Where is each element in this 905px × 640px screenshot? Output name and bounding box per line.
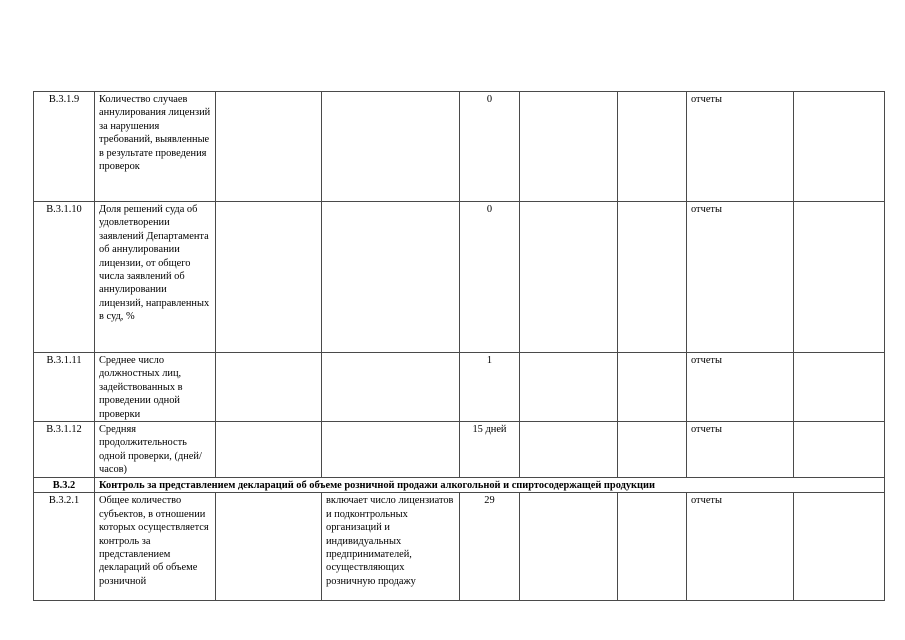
row-empty-cell [794,92,885,202]
row-empty-cell [216,202,322,353]
row-code: В.3.2.1 [34,493,95,601]
table-row [34,92,885,202]
row-empty-cell [618,202,687,353]
row-empty-cell [618,92,687,202]
row-value: 15 дней [460,422,520,478]
row-source: отчеты [687,92,794,202]
row-code: В.3.1.11 [34,353,95,422]
row-empty-cell [520,92,618,202]
row-code: В.3.1.9 [34,92,95,202]
table-row [34,353,885,422]
row-note [322,92,460,202]
row-indicator-name: Общее количество субъектов, в отношении которых осуществляется контроль за представлением деклараций об объеме розничной [95,493,216,601]
row-code: В.3.1.10 [34,202,95,353]
row-indicator-name: Количество случаев аннулирования лицензий за нарушения требований, выявленные в результате проведения проверок [95,92,216,202]
row-empty-cell [216,493,322,601]
row-empty-cell [794,422,885,478]
table-row [34,202,885,353]
row-empty-cell [618,422,687,478]
row-empty-cell [216,92,322,202]
table-row [34,493,885,601]
row-value: 1 [460,353,520,422]
row-note [322,202,460,353]
row-value: 29 [460,493,520,601]
row-source: отчеты [687,353,794,422]
row-empty-cell [520,422,618,478]
row-empty-cell [520,353,618,422]
row-empty-cell [794,353,885,422]
row-empty-cell [794,493,885,601]
section-title: Контроль за представлением деклараций об объеме розничной продажи алкогольной и спиртосодержащей продукции [95,478,885,493]
row-indicator-name: Среднее число должностных лиц, задействованных в проведении одной проверки [95,353,216,422]
row-indicator-name: Доля решений суда об удовлетворении заявлений Департамента об аннулировании лицензии, от общего числа заявлений об аннулировании лицензий, направленных в суд, % [95,202,216,353]
table-row [34,422,885,478]
row-empty-cell [618,493,687,601]
row-empty-cell [794,202,885,353]
row-value: 0 [460,92,520,202]
row-empty-cell [520,202,618,353]
section-code: В.3.2 [34,478,95,493]
row-note: включает число лицензиатов и подконтрольных организаций и индивидуальных предпринимателей, осуществляющих розничную продажу [322,493,460,601]
row-source: отчеты [687,422,794,478]
row-code: В.3.1.12 [34,422,95,478]
section-header-row [34,478,885,493]
row-source: отчеты [687,493,794,601]
indicators-table [33,91,885,601]
row-note [322,422,460,478]
row-indicator-name: Средняя продолжительность одной проверки, (дней/часов) [95,422,216,478]
row-empty-cell [216,422,322,478]
row-empty-cell [618,353,687,422]
row-value: 0 [460,202,520,353]
row-empty-cell [216,353,322,422]
row-source: отчеты [687,202,794,353]
row-empty-cell [520,493,618,601]
row-note [322,353,460,422]
